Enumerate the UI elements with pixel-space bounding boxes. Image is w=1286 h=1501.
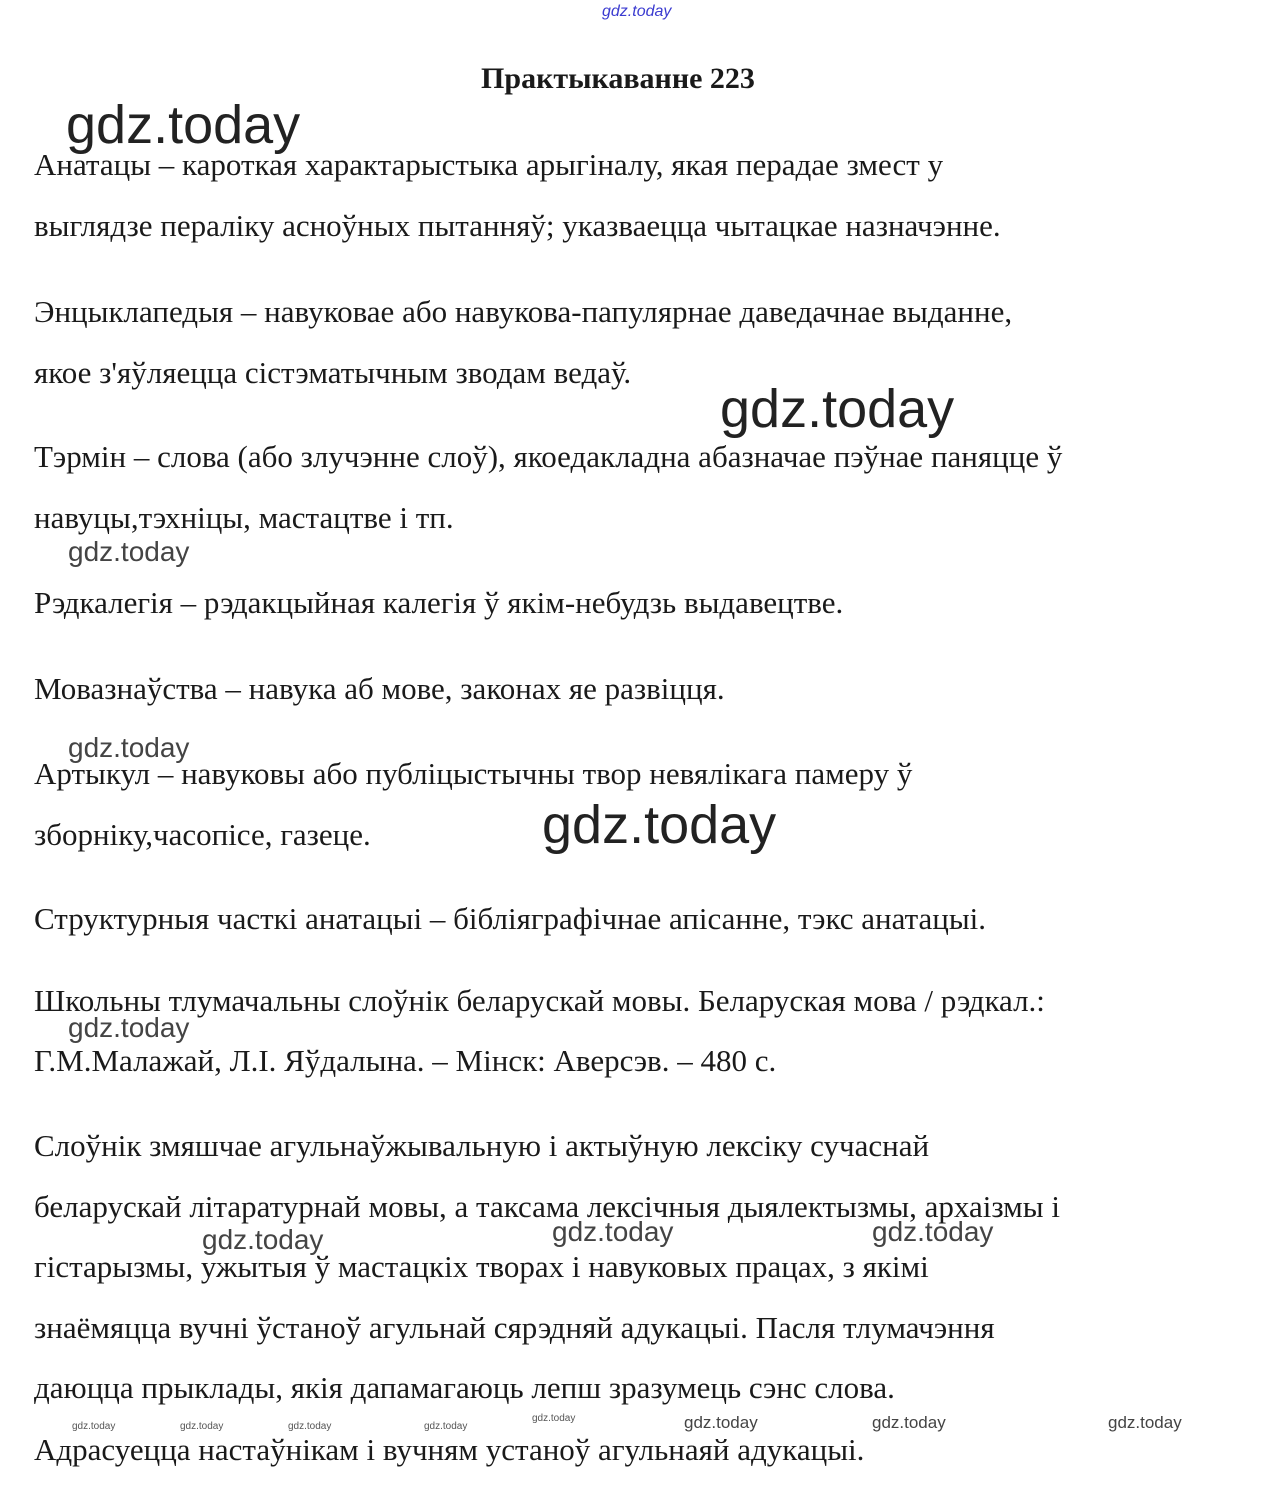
watermark: gdz.today	[202, 1224, 324, 1255]
text-line: зборніку,часопісе, газеце.	[34, 817, 371, 852]
text-line: Артыкул – навуковы або публіцыстычны твор невялікага памеру ў	[34, 756, 913, 791]
watermark: gdz.today	[180, 1421, 224, 1432]
text-line: Школьны тлумачальны слоўнік беларускай мовы. Беларуская мова / рэдкал.:	[34, 983, 1045, 1018]
watermark: gdz.today	[1108, 1413, 1182, 1432]
text-line: гістарызмы, ужытыя ў мастацкіх творах і навуковых працах, з якімі	[34, 1249, 929, 1284]
watermark: gdz.today	[684, 1413, 758, 1432]
watermark: gdz.today	[872, 1413, 946, 1432]
text-line: Анатацы – кароткая характарыстыка арыгіналу, якая перадае змест у	[34, 147, 944, 182]
watermark: gdz.today	[720, 379, 955, 439]
text-line: навуцы,тэхніцы, мастацтве і тп.	[34, 500, 454, 535]
text-line: Энцыклапедыя – навуковае або навукова-папулярнае даведачнае выданне,	[34, 294, 1013, 329]
watermark: gdz.today	[288, 1421, 332, 1432]
watermark: gdz.today	[602, 3, 672, 20]
page-title: Практыкаванне 223	[481, 62, 755, 95]
text-line: знаёмяцца вучні ўстаноў агульнай сярэдняй адукацыі. Пасля тлумачэння	[34, 1310, 995, 1345]
watermark: gdz.today	[68, 536, 190, 567]
text-line: Слоўнік змяшчае агульнаўжывальную і актыўную лексіку сучаснай	[34, 1128, 930, 1163]
text-line: даюцца прыклады, якія дапамагаюць лепш зразумець сэнс слова.	[34, 1370, 895, 1405]
text-line: Мовазнаўства – навука аб мове, законах яе развіцця.	[34, 671, 725, 706]
text-line: якое з'яўляецца сістэматычным зводам ведаў.	[34, 355, 632, 390]
watermark: gdz.today	[872, 1216, 994, 1247]
text-line: Структурныя часткі анатацыі – бібліяграфічнае апісанне, тэкс анатацыі.	[34, 901, 987, 936]
watermark: gdz.today	[72, 1421, 116, 1432]
text-line: выглядзе пераліку асноўных пытанняў; указваецца чытацкае назначэнне.	[34, 208, 1001, 243]
watermark: gdz.today	[68, 732, 190, 763]
text-line: беларускай літаратурнай мовы, а таксама лексічныя дыялектызмы, архаізмы і	[34, 1189, 1060, 1224]
text-line: Г.М.Малажай, Л.І. Яўдалына. – Мінск: Аверсэв. – 480 с.	[34, 1043, 777, 1078]
watermark: gdz.today	[424, 1421, 468, 1432]
text-line: Адрасуецца настаўнікам і вучням устаноў агульнаяй адукацыі.	[34, 1432, 865, 1467]
watermark: gdz.today	[542, 795, 777, 855]
watermark: gdz.today	[552, 1216, 674, 1247]
text-line: Тэрмін – слова (або злучэнне слоў), якоедакладна абазначае пэўнае паняцце ў	[34, 439, 1063, 474]
watermark: gdz.today	[532, 1413, 576, 1424]
text-line: Рэдкалегія – рэдакцыйная калегія ў якім-небудзь выдавецтве.	[34, 585, 844, 620]
watermark: gdz.today	[66, 95, 301, 155]
watermark: gdz.today	[68, 1012, 190, 1043]
